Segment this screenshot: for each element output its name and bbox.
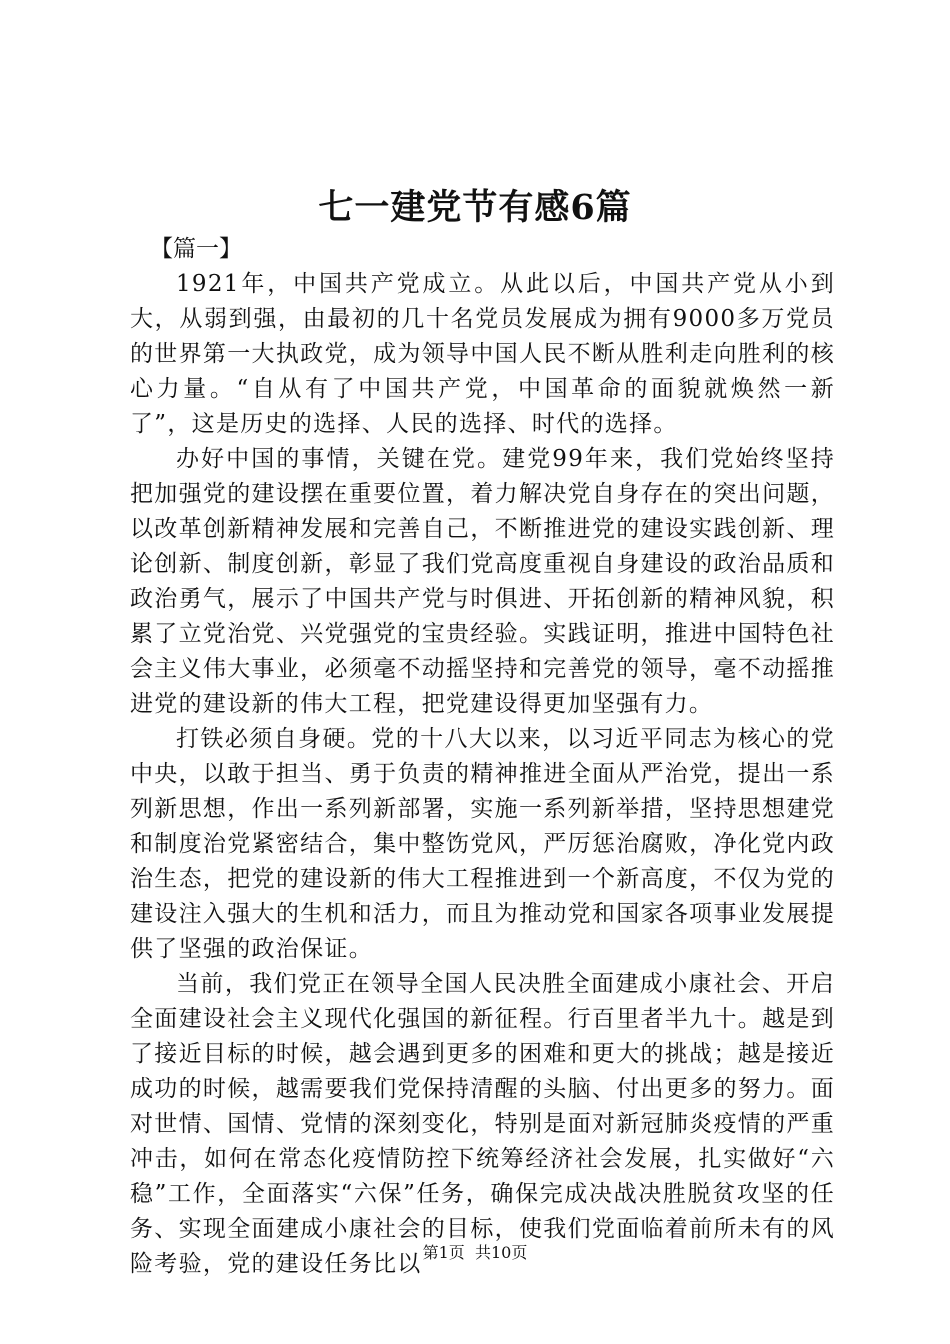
paragraph-1: 1921年，中国共产党成立。从此以后，中国共产党从小到大，从弱到强，由最初的几十名党员发展成为拥有9000多万党员的世界第一大执政党，成为领导中国人民不断从胜利走向胜利的核心力量。“自从有了中国共产党，中国革命的面貌就焕然一新了”，这是历史的选择、人民的选择、时代的选择。 (130, 271, 835, 437)
section-label: 【篇一】 (150, 236, 242, 262)
footer-spacer (465, 1243, 475, 1262)
page-number: 第1页 (422, 1243, 465, 1262)
paragraph-2: 办好中国的事情，关键在党。建党99年来，我们党始终坚持把加强党的建设摆在重要位置，着力解决党自身存在的突出问题，以改革创新精神发展和完善自己，不断推进党的建设实践创新、理论创新、制度创新，彰显了我们党高度重视自身建设的政治品质和政治勇气，展示了中国共产党与时俱进、开拓创新的精神风貌，积累了立党治党、兴党强党的宝贵经验。实践证明，推进中国特色社会主义伟大事业，必须毫不动摇坚持和完善党的领导，毫不动摇推进党的建设新的伟大工程，把党建设得更加坚强有力。 (130, 446, 835, 717)
paragraph-3: 打铁必须自身硬。党的十八大以来，以习近平同志为核心的党中央，以敢于担当、勇于负责的精神推进全面从严治党，提出一系列新思想，作出一系列新部署，实施一系列新举措，坚持思想建党和制度治党紧密结合，集中整饬党风，严厉惩治腐败，净化党内政治生态，把党的建设新的伟大工程推进到一个新高度，不仅为党的建设注入强大的生机和活力，而且为推动党和国家各项事业发展提供了坚强的政治保证。 (130, 726, 835, 962)
document-title: 七一建党节有感6篇 (318, 187, 632, 228)
paragraph-4: 当前，我们党正在领导全国人民决胜全面建成小康社会、开启全面建设社会主义现代化强国的新征程。行百里者半九十。越是到了接近目标的时候，越会遇到更多的困难和更大的挑战；越是接近成功的时候，越需要我们党保持清醒的头脑、付出更多的努力。面对世情、国情、党情的深刻变化，特别是面对新冠肺炎疫情的严重冲击，如何在常态化疫情防控下统筹经济社会发展，扎实做好“六稳”工作，全面落实“六保”任务，确保完成决战决胜脱贫攻坚的任务、实现全面建成小康社会的目标，使我们党面临着前所未有的风险考验，党的建设任务比以 (130, 971, 835, 1277)
document-body (130, 232, 835, 1282)
total-pages: 共10页 (474, 1243, 528, 1262)
page-footer (0, 1241, 950, 1265)
